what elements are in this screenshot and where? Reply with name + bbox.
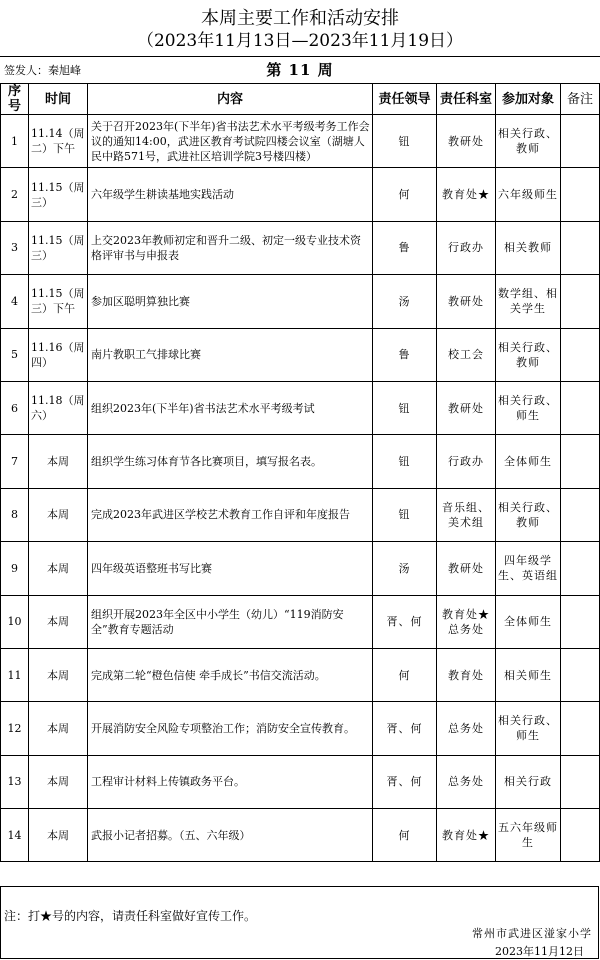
row-time: 本周 — [29, 595, 88, 648]
row-leader: 鲁 — [373, 221, 437, 274]
row-time: 本周 — [29, 702, 88, 755]
row-dept: 行政办 — [437, 435, 496, 488]
table-row — [1, 115, 600, 168]
row-content: 工程审计材料上传镇政务平台。 — [88, 755, 373, 808]
table-row — [1, 328, 600, 381]
footer — [0, 886, 599, 959]
row-note — [561, 221, 600, 274]
table-row — [1, 221, 600, 274]
row-index: 8 — [1, 488, 29, 541]
row-note — [561, 595, 600, 648]
row-leader: 钮 — [373, 381, 437, 434]
table-header — [1, 84, 600, 115]
row-index: 10 — [1, 595, 29, 648]
row-note — [561, 381, 600, 434]
row-dept: 总务处 — [437, 702, 496, 755]
table-row — [1, 168, 600, 221]
row-content: 组织2023年(下半年)省书法艺术水平考级考试 — [88, 381, 373, 434]
footer-note: 注：打★号的内容，请责任科室做好宣传工作。 — [4, 909, 257, 923]
row-index: 11 — [1, 648, 29, 701]
table-row — [1, 435, 600, 488]
table-row — [1, 809, 600, 862]
row-content: 武报小记者招募。（五、六年级） — [88, 809, 373, 862]
table-row — [1, 488, 600, 541]
issue-date: 2023年11月12日 — [495, 945, 584, 958]
col-target: 参加对象 — [496, 84, 561, 115]
row-leader: 何 — [373, 809, 437, 862]
table-row — [1, 755, 600, 808]
col-leader: 责任领导 — [373, 84, 437, 115]
schedule-table — [0, 83, 600, 862]
page-title: 本周主要工作和活动安排 — [201, 8, 399, 29]
row-target: 相关师生 — [496, 648, 561, 701]
row-note — [561, 755, 600, 808]
row-content: 组织开展2023年全区中小学生（幼儿）“119消防安全”教育专题活动 — [88, 595, 373, 648]
row-content: 六年级学生耕读基地实践活动 — [88, 168, 373, 221]
row-leader: 何 — [373, 648, 437, 701]
table-row — [1, 275, 600, 328]
row-dept: 教研处 — [437, 542, 496, 595]
col-time: 时间 — [29, 84, 88, 115]
row-leader: 钮 — [373, 435, 437, 488]
row-content: 上交2023年教师初定和晋升二级、初定一级专业技术资格评审书与申报表 — [88, 221, 373, 274]
row-dept: 教研处 — [437, 275, 496, 328]
row-index: 3 — [1, 221, 29, 274]
row-leader: 钮 — [373, 488, 437, 541]
row-index: 5 — [1, 328, 29, 381]
row-time: 本周 — [29, 648, 88, 701]
row-dept: 总务处 — [437, 755, 496, 808]
row-dept: 教育处★ — [437, 168, 496, 221]
row-target: 相关教师 — [496, 221, 561, 274]
col-dept: 责任科室 — [437, 84, 496, 115]
school-name: 常州市武进区湴家小学 — [472, 927, 592, 940]
row-dept: 音乐组、美术组 — [437, 488, 496, 541]
signer: 签发人：秦旭峰 — [4, 64, 81, 77]
row-time: 本周 — [29, 809, 88, 862]
row-time: 11.16（周四） — [29, 328, 88, 381]
row-content: 关于召开2023年(下半年)省书法艺术水平考级考务工作会议的通知14:00，武进区教育考试院四楼会议室（湖塘人民中路571号，武进社区培训学院3号楼四楼） — [88, 115, 373, 168]
row-leader: 何 — [373, 168, 437, 221]
table-row — [1, 595, 600, 648]
row-index: 9 — [1, 542, 29, 595]
date-range: （2023年11月13日—2023年11月19日） — [136, 31, 464, 51]
row-target: 全体师生 — [496, 435, 561, 488]
row-index: 13 — [1, 755, 29, 808]
row-content: 四年级英语整班书写比赛 — [88, 542, 373, 595]
row-index: 6 — [1, 381, 29, 434]
row-dept: 教育处★总务处 — [437, 595, 496, 648]
row-target: 相关行政、师生 — [496, 381, 561, 434]
row-time: 11.15（周三）下午 — [29, 275, 88, 328]
row-time: 本周 — [29, 542, 88, 595]
table-row — [1, 702, 600, 755]
row-dept: 教研处 — [437, 115, 496, 168]
row-leader: 胥、何 — [373, 702, 437, 755]
row-note — [561, 168, 600, 221]
row-target: 四年级学生、英语组 — [496, 542, 561, 595]
row-dept: 教育处 — [437, 648, 496, 701]
table-row — [1, 542, 600, 595]
meta-row — [0, 56, 600, 83]
col-index: 序号 — [1, 84, 29, 115]
row-leader: 胥、何 — [373, 755, 437, 808]
row-time: 11.14（周二）下午 — [29, 115, 88, 168]
row-note — [561, 702, 600, 755]
table-row — [1, 381, 600, 434]
row-content: 参加区聪明算独比赛 — [88, 275, 373, 328]
row-dept: 教育处★ — [437, 809, 496, 862]
row-target: 相关行政、师生 — [496, 702, 561, 755]
row-target: 相关行政 — [496, 755, 561, 808]
row-target: 六年级师生 — [496, 168, 561, 221]
row-target: 五六年级师生 — [496, 809, 561, 862]
row-note — [561, 542, 600, 595]
row-content: 完成2023年武进区学校艺术教育工作自评和年度报告 — [88, 488, 373, 541]
row-leader: 钮 — [373, 115, 437, 168]
row-time: 本周 — [29, 755, 88, 808]
row-target: 相关行政、教师 — [496, 328, 561, 381]
row-index: 7 — [1, 435, 29, 488]
row-index: 2 — [1, 168, 29, 221]
row-note — [561, 809, 600, 862]
row-time: 11.15（周三） — [29, 168, 88, 221]
row-dept: 行政办 — [437, 221, 496, 274]
row-leader: 汤 — [373, 275, 437, 328]
row-target: 全体师生 — [496, 595, 561, 648]
row-index: 12 — [1, 702, 29, 755]
row-note — [561, 435, 600, 488]
row-note — [561, 648, 600, 701]
row-time: 本周 — [29, 488, 88, 541]
row-time: 11.18（周六） — [29, 381, 88, 434]
row-content: 完成第二轮“橙色信使 牵手成长”书信交流活动。 — [88, 648, 373, 701]
row-index: 14 — [1, 809, 29, 862]
row-index: 1 — [1, 115, 29, 168]
row-target: 相关行政、教师 — [496, 488, 561, 541]
row-note — [561, 488, 600, 541]
row-content: 南片教职工气排球比赛 — [88, 328, 373, 381]
row-content: 组织学生练习体育节各比赛项目，填写报名表。 — [88, 435, 373, 488]
row-note — [561, 115, 600, 168]
row-index: 4 — [1, 275, 29, 328]
col-content: 内容 — [88, 84, 373, 115]
row-content: 开展消防安全风险专项整治工作；消防安全宣传教育。 — [88, 702, 373, 755]
row-dept: 教研处 — [437, 381, 496, 434]
row-target: 相关行政、教师 — [496, 115, 561, 168]
table-row — [1, 648, 600, 701]
row-leader: 汤 — [373, 542, 437, 595]
row-leader: 鲁 — [373, 328, 437, 381]
row-target: 数学组、相关学生 — [496, 275, 561, 328]
row-time: 11.15（周三） — [29, 221, 88, 274]
col-note: 备注 — [561, 84, 600, 115]
row-time: 本周 — [29, 435, 88, 488]
row-leader: 胥、何 — [373, 595, 437, 648]
row-note — [561, 275, 600, 328]
week-number: 第 11 周 — [266, 61, 334, 79]
row-dept: 校工会 — [437, 328, 496, 381]
row-note — [561, 328, 600, 381]
